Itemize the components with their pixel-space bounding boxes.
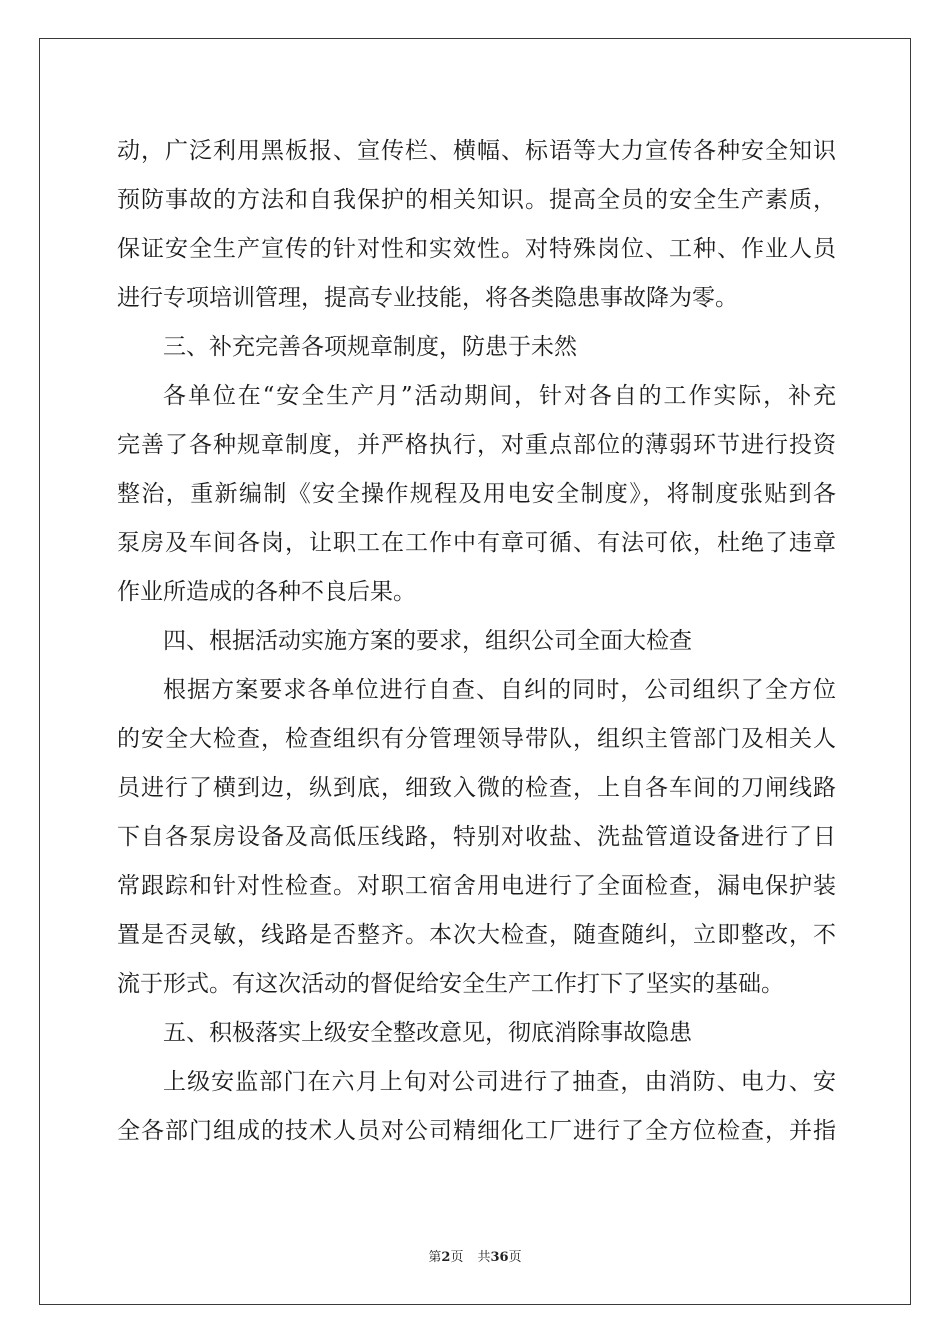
- page-footer: [0, 1250, 950, 1266]
- text-line: 作业所造成的各种不良后果。: [117, 579, 416, 605]
- total-pages: 36: [490, 1250, 509, 1265]
- page-number: 2: [441, 1250, 451, 1265]
- document-body: [117, 127, 836, 1156]
- text-line: 置是否灵敏，线路是否整齐。本次大检查，随查随纠，立即整改，不: [117, 922, 836, 948]
- text-line: 常跟踪和针对性检查。对职工宿舍用电进行了全面检查，漏电保护装: [117, 873, 836, 899]
- text-line: 泵房及车间各岗，让职工在工作中有章可循、有法可依，杜绝了违章: [117, 530, 836, 556]
- text-line: 根据方案要求各单位进行自查、自纠的同时，公司组织了全方位: [163, 677, 836, 703]
- section-heading: 四、根据活动实施方案的要求，组织公司全面大检查: [163, 628, 692, 654]
- section-heading: 三、补充完善各项规章制度，防患于未然: [163, 334, 577, 360]
- text-line: 各单位在“安全生产月”活动期间，针对各自的工作实际，补充: [163, 383, 836, 409]
- text-line: 完善了各种规章制度，并严格执行，对重点部位的薄弱环节进行投资: [117, 432, 836, 458]
- page-suffix: 页: [450, 1250, 464, 1265]
- text-line: 的安全大检查，检查组织有分管理领导带队，组织主管部门及相关人: [117, 726, 836, 752]
- text-line: 整治，重新编制《安全操作规程及用电安全制度》，将制度张贴到各: [117, 481, 836, 507]
- text-line: 流于形式。有这次活动的督促给安全生产工作打下了坚实的基础。: [117, 971, 784, 997]
- section-heading: 五、积极落实上级安全整改意见，彻底消除事故隐患: [163, 1020, 692, 1046]
- text-line: 保证安全生产宣传的针对性和实效性。对特殊岗位、工种、作业人员: [117, 236, 836, 262]
- text-line: 预防事故的方法和自我保护的相关知识。提高全员的安全生产素质，: [117, 187, 836, 213]
- text-line: 动，广泛利用黑板报、宣传栏、横幅、标语等大力宣传各种安全知识: [117, 138, 836, 164]
- text-line: 上级安监部门在六月上旬对公司进行了抽查，由消防、电力、安: [163, 1069, 836, 1095]
- text-line: 下自各泵房设备及高低压线路，特别对收盐、洗盐管道设备进行了日: [117, 824, 836, 850]
- total-prefix: 共: [477, 1250, 491, 1265]
- text-line: 员进行了横到边，纵到底，细致入微的检查，上自各车间的刀闸线路: [117, 775, 836, 801]
- page-prefix: 第: [428, 1250, 442, 1265]
- text-line: 全各部门组成的技术人员对公司精细化工厂进行了全方位检查，并指: [117, 1118, 836, 1144]
- text-line: 进行专项培训管理，提高专业技能，将各类隐患事故降为零。: [117, 285, 738, 311]
- total-suffix: 页: [508, 1250, 522, 1265]
